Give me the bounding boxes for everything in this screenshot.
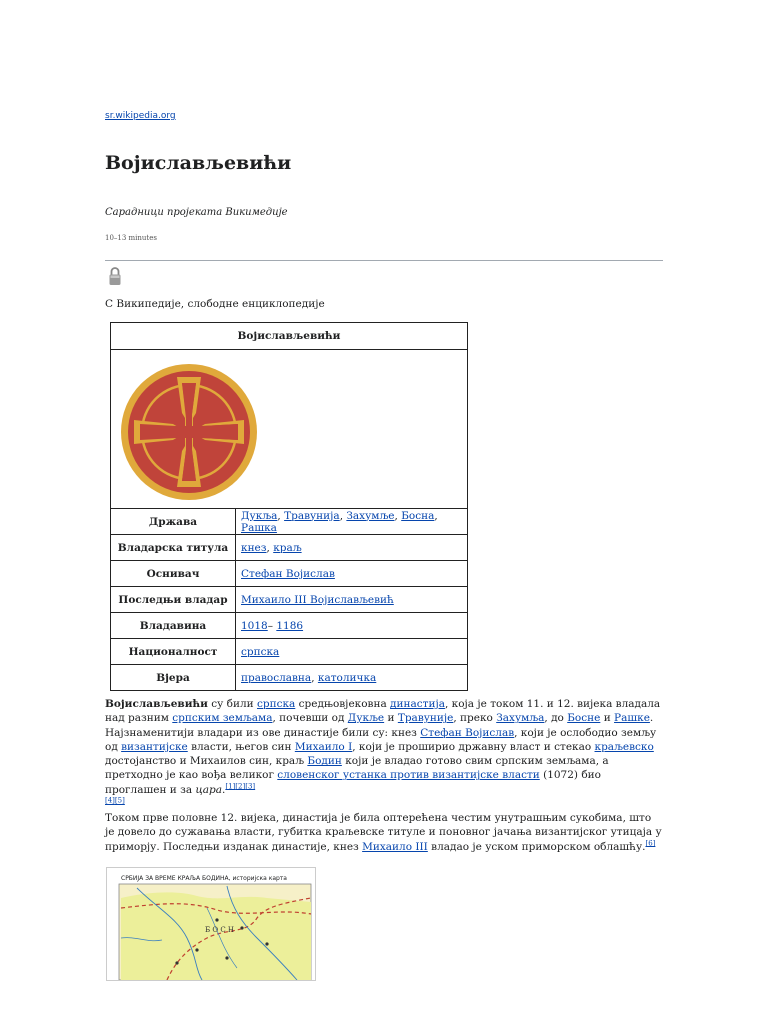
infobox-label-nationality: Националност — [111, 639, 236, 665]
link-duklja[interactable]: Дукља — [241, 509, 278, 522]
ref-4[interactable]: [4] — [105, 796, 115, 805]
byline: Сарадници пројеката Викимедије — [105, 207, 288, 218]
text: су били — [207, 698, 257, 710]
text: , који је ослободио земљу од — [105, 726, 657, 753]
link-pravoslavna[interactable]: православна — [241, 671, 312, 684]
map-image — [107, 868, 315, 980]
map-label-bosna: Б О С Н — [205, 926, 235, 934]
link-kraljevsko[interactable]: краљевско — [594, 740, 654, 753]
source-site-link[interactable]: sr.wikipedia.org — [105, 111, 176, 121]
ref-1[interactable]: [1] — [225, 782, 236, 791]
text: , преко — [453, 712, 497, 725]
infobox-label-title: Владарска титула — [111, 535, 236, 561]
map-title: СРБИЈА ЗА ВРЕМЕ КРАЉА БОДИНА, историјска карта — [121, 875, 287, 882]
link-kralj[interactable]: краљ — [273, 541, 302, 554]
link-zahumlja[interactable]: Захумља — [496, 712, 545, 725]
text: , која је током 11. и 12. вијека владала над разним — [105, 698, 661, 725]
link-srpska-inline[interactable]: српска — [256, 698, 296, 710]
link-katolicka[interactable]: католичка — [317, 671, 377, 684]
link-dinastija[interactable]: династија — [390, 698, 445, 710]
reign-dash: – — [267, 619, 277, 632]
ref-5[interactable]: [5] — [114, 796, 125, 805]
link-raska[interactable]: Рашка — [241, 521, 277, 534]
infobox-value-religion: православна, католичка — [236, 665, 468, 691]
link-1186[interactable]: 1186 — [276, 619, 304, 632]
page-title: Војислављевићи — [105, 152, 292, 174]
infobox — [110, 322, 468, 691]
link-mihailo-i[interactable]: Михаило I — [294, 740, 353, 753]
link-zahumlje[interactable]: Захумље — [346, 509, 395, 522]
link-travunija[interactable]: Травунија — [284, 509, 340, 522]
text: . — [222, 783, 226, 796]
link-raske[interactable]: Рашке — [614, 712, 650, 725]
link-ustanak[interactable]: словенског устанка против византијске власти — [277, 769, 540, 782]
link-srpske-zemlje[interactable]: српским земљама — [172, 712, 273, 725]
dynasty-name: Војислављевићи — [105, 698, 208, 710]
link-bodin[interactable]: Бодин — [307, 755, 342, 768]
infobox-value-last-ruler — [236, 587, 468, 613]
header-divider — [105, 260, 663, 261]
link-bosna[interactable]: Босна — [401, 509, 435, 522]
text: и — [600, 712, 615, 725]
ref-6[interactable]: [6] — [645, 839, 656, 848]
infobox-label-religion: Вјера — [111, 665, 236, 691]
link-knez[interactable]: кнез — [241, 541, 267, 554]
infobox-value-state: Дукља, Травунија, Захумље, Босна, Рашка — [236, 509, 468, 535]
link-mihailo-iii[interactable]: Михаило III Војислављевић — [241, 593, 394, 606]
text: Током прве половне 12. вијека, династија је била оптерећена честим унутрашњим сукобима, што је довело до сужавања власти, губитка краљевске титуле и поновног јачања византијског утицаја у приморју. Последњи изданак династије, кнез — [105, 812, 662, 853]
infobox-label-state: Држава — [111, 509, 236, 535]
text: . Најзнаменитији владари из ове династије били су: кнез — [105, 712, 654, 739]
read-time: 10–13 minutes — [105, 234, 157, 242]
infobox-value-title: кнез, краљ — [236, 535, 468, 561]
text: , који је проширио државну власт и стекао — [352, 740, 595, 753]
infobox-value-nationality — [236, 639, 468, 665]
infobox-label-founder: Оснивач — [111, 561, 236, 587]
ref-2[interactable]: [2] — [235, 782, 246, 791]
infobox-label-last-ruler: Последњи владар — [111, 587, 236, 613]
text: достојанство и Михаилов син, краљ — [105, 755, 308, 768]
infobox-value-reign — [236, 613, 468, 639]
link-bosne[interactable]: Босне — [567, 712, 601, 725]
infobox-emblem-cell — [111, 350, 468, 509]
text: , до — [544, 712, 568, 725]
link-travunije[interactable]: Травуније — [397, 712, 454, 725]
link-stefan-vojislav-inline[interactable]: Стефан Војислав — [420, 726, 515, 739]
historical-map-thumbnail[interactable] — [106, 867, 316, 981]
text: који је владао готово свим српским земљама, а претходно је као вођа великог — [105, 755, 609, 782]
text: владао је уском приморском облашћу. — [427, 840, 646, 853]
text: средњовјековна — [295, 698, 391, 710]
link-mihailo-iii-inline[interactable]: Михаило III — [362, 840, 428, 853]
cross-emblem-icon — [119, 356, 259, 508]
wiki-intro: С Википедије, слободне енциклопедије — [105, 298, 325, 310]
text: (1072) био проглашен и за — [105, 769, 601, 796]
link-stefan-vojislav[interactable]: Стефан Војислав — [241, 567, 335, 580]
link-dukle[interactable]: Дукље — [347, 712, 385, 725]
infobox-caption: Војислављевићи — [111, 323, 468, 350]
text-italic: цара — [195, 783, 223, 796]
text: и — [384, 712, 398, 725]
infobox-value-founder — [236, 561, 468, 587]
text: власти, његов син — [187, 740, 295, 753]
link-srpska[interactable]: српска — [241, 645, 280, 658]
lock-icon — [108, 265, 122, 287]
link-vizantijske[interactable]: византијске — [121, 740, 188, 753]
link-1018[interactable]: 1018 — [241, 619, 268, 632]
text: , почевши од — [272, 712, 348, 725]
infobox-label-reign: Владавина — [111, 613, 236, 639]
article-paragraph-2 — [105, 811, 663, 854]
ref-3[interactable]: [3] — [245, 782, 256, 791]
article-paragraph-1 — [105, 697, 663, 811]
